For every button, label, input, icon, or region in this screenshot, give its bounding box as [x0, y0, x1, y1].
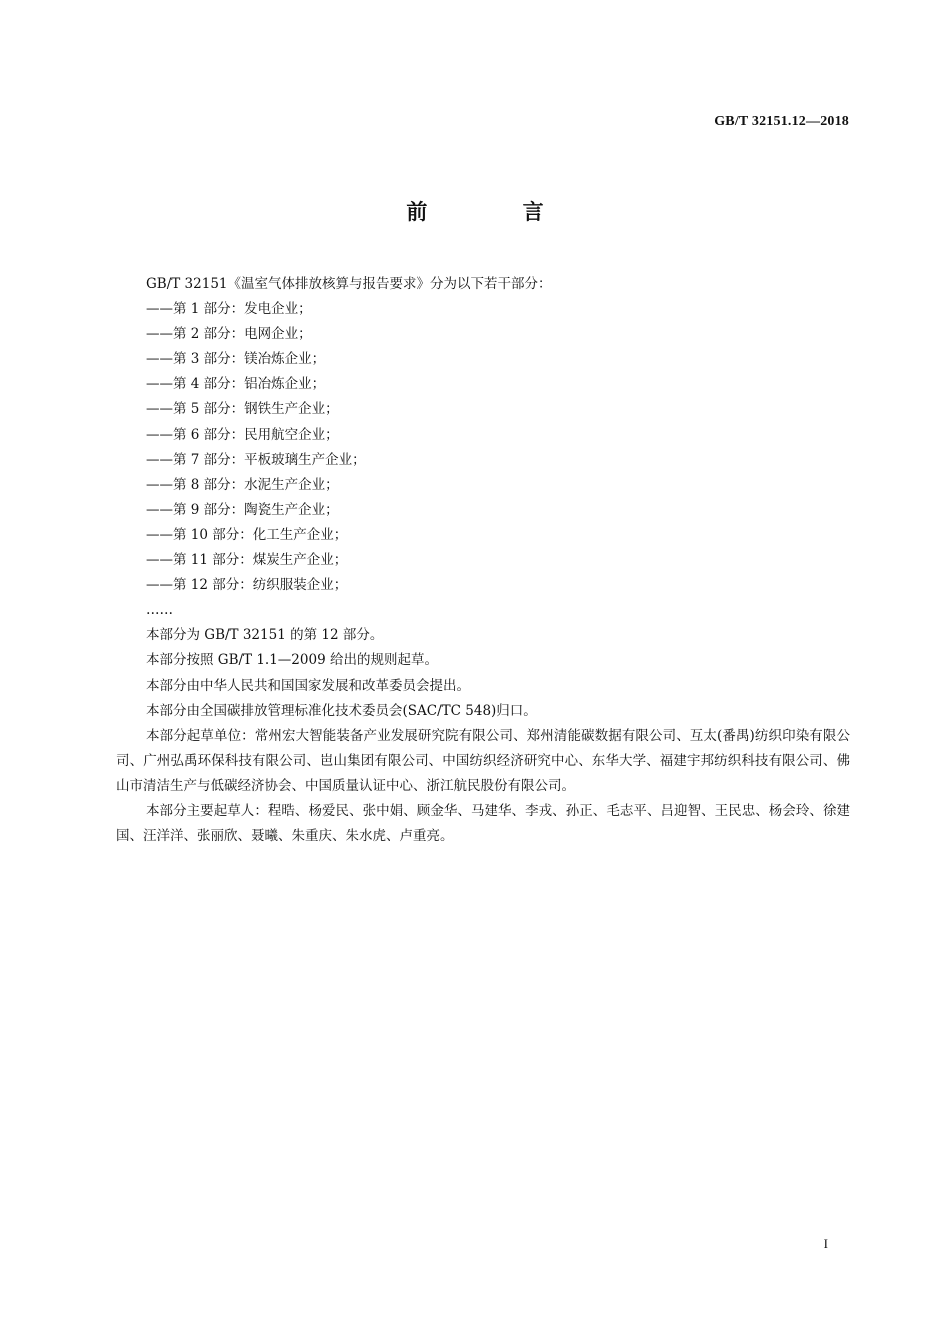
list-ellipsis: ……	[146, 602, 173, 619]
list-item: ——第 5 部分：钢铁生产企业；	[146, 401, 339, 418]
list-item: ——第 2 部分：电网企业；	[146, 326, 312, 343]
drafters-paragraph: 本部分主要起草人：程晧、杨爱民、张中娟、顾金华、马建华、李戎、孙正、毛志平、吕迎智、王民忠、杨会玲、徐建国、汪洋洋、张丽欣、聂曦、朱重庆、朱水虎、卢重亮。	[116, 802, 850, 845]
standard-code: GB/T 32151.12—2018	[714, 114, 849, 129]
paragraph: 本部分按照 GB/T 1.1—2009 给出的规则起草。	[146, 652, 438, 669]
foreword-body	[116, 272, 850, 849]
list-item: ——第 12 部分：纺织服装企业；	[146, 577, 348, 594]
list-item: ——第 8 部分：水泥生产企业；	[146, 476, 339, 493]
list-item: ——第 4 部分：铝冶炼企业；	[146, 376, 326, 393]
list-item: ——第 10 部分：化工生产企业；	[146, 526, 348, 543]
list-item: ——第 7 部分：平板玻璃生产企业；	[146, 451, 366, 468]
intro-paragraph: GB/T 32151《温室气体排放核算与报告要求》分为以下若干部分：	[146, 276, 552, 292]
paragraph: 本部分为 GB/T 32151 的第 12 部分。	[146, 627, 384, 644]
paragraph: 本部分由中华人民共和国国家发展和改革委员会提出。	[146, 677, 470, 694]
list-item: ——第 11 部分：煤炭生产企业；	[146, 552, 348, 569]
list-item: ——第 1 部分：发电企业；	[146, 301, 312, 318]
list-item: ——第 9 部分：陶瓷生产企业；	[146, 501, 339, 518]
page-title: 前 言	[406, 200, 588, 224]
paragraph: 本部分由全国碳排放管理标准化技术委员会(SAC/TC 548)归口。	[146, 702, 537, 719]
page-number: I	[823, 1236, 828, 1251]
list-item: ——第 3 部分：镁冶炼企业；	[146, 351, 326, 368]
drafting-units-paragraph: 本部分起草单位：常州宏大智能装备产业发展研究院有限公司、郑州清能碳数据有限公司、互太(番禺)纺织印染有限公司、广州弘禹环保科技有限公司、岜山集团有限公司、中国纺织经济研究中心、东华大学、福建宇邦纺织科技有限公司、佛山市清洁生产与低碳经济协会、中国质量认证中心、浙江航民股份有限公司。	[116, 727, 850, 794]
list-item: ——第 6 部分：民用航空企业；	[146, 426, 339, 443]
